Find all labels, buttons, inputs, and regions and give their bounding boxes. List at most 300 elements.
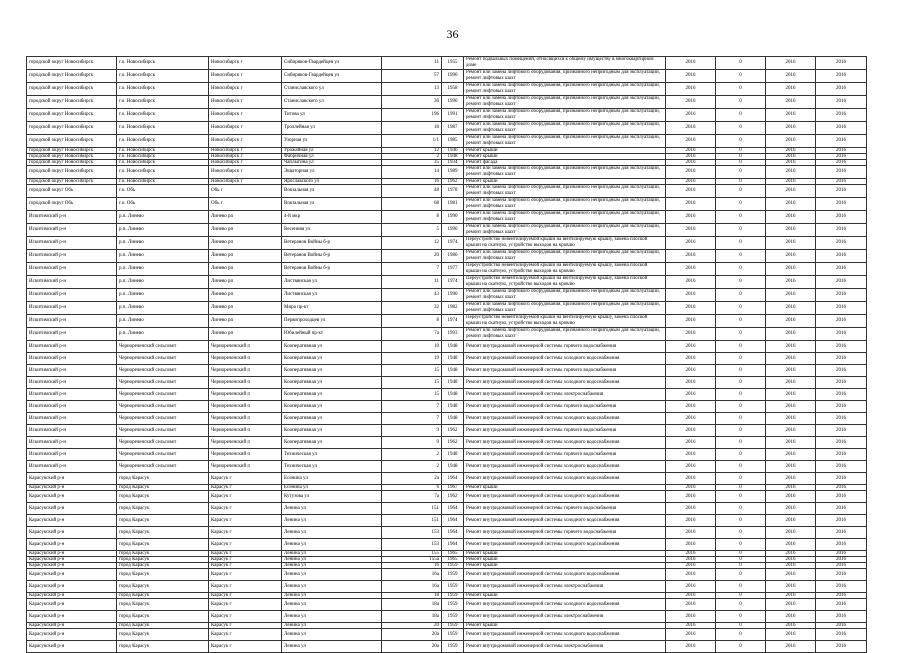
cell-build-year: 1959 <box>442 593 464 599</box>
cell-municipal-district: Карасукский р-н <box>27 569 117 581</box>
cell-house-number: 151 <box>382 515 442 527</box>
cell-cost: 0 <box>716 70 766 83</box>
cell-street: Фабричная ул <box>282 154 382 160</box>
cell-locality: Карасук г <box>209 593 282 599</box>
cell-locality: Чернореченский п <box>209 401 282 413</box>
cell-settlement: г.о. Новосибирск <box>117 166 209 179</box>
cell-start-year: 2016 <box>666 461 716 473</box>
cell-settlement: г.о. Новосибирск <box>117 148 209 154</box>
table-row <box>27 135 867 148</box>
cell-work-type: Ремонт внутридомовой инженерной системы холодного водоснабжения <box>464 437 666 449</box>
cell-start-year: 2016 <box>666 377 716 389</box>
cell-build-year: 1948 <box>442 154 464 160</box>
table-row <box>27 491 867 503</box>
cell-plan-year: 2016 <box>766 315 816 328</box>
cell-street: Кооперативная ул <box>282 341 382 353</box>
cell-plan-year: 2016 <box>766 503 816 515</box>
cell-build-year: 1987 <box>442 122 464 135</box>
cell-work-type: Ремонт фасада <box>464 160 666 166</box>
cell-work-type: Ремонт или замена лифтового оборудования, признанного непригодным для эксплуатации, ремонт лифтовых шахт <box>464 185 666 198</box>
cell-locality: Новосибирск г <box>209 154 282 160</box>
cell-house-number: 12 <box>382 148 442 154</box>
cell-cost: 0 <box>716 437 766 449</box>
cell-work-type: Ремонт внутридомовой инженерной системы холодного водоснабжения <box>464 629 666 641</box>
cell-street: Кооперативная ул <box>282 353 382 365</box>
cell-end-year: 2016 <box>816 611 867 623</box>
cell-locality: Чернореченский п <box>209 365 282 377</box>
cell-plan-year: 2016 <box>766 276 816 289</box>
cell-settlement: г.о. Новосибирск <box>117 160 209 166</box>
cell-start-year: 2016 <box>666 289 716 302</box>
cell-work-type: Переустройство невентилируемой крыши на вентилируемую крышу, замена плоской крыши на скатную, устройство выходов на кровлю <box>464 276 666 289</box>
cell-locality: Новосибирск г <box>209 148 282 154</box>
cell-plan-year: 2016 <box>766 473 816 485</box>
table-row <box>27 328 867 341</box>
cell-municipal-district: Карасукский р-н <box>27 503 117 515</box>
cell-start-year: 2016 <box>666 237 716 250</box>
cell-municipal-district: Искитимский р-н <box>27 401 117 413</box>
cell-start-year: 2016 <box>666 250 716 263</box>
cell-build-year: 1964 <box>442 503 464 515</box>
cell-street: Ленина ул <box>282 539 382 551</box>
cell-build-year: 1948 <box>442 353 464 365</box>
cell-house-number: 15 <box>382 389 442 401</box>
cell-locality: Линево рп <box>209 328 282 341</box>
cell-cost: 0 <box>716 365 766 377</box>
cell-start-year: 2016 <box>666 109 716 122</box>
cell-house-number: 153 <box>382 527 442 539</box>
cell-locality: Карасук г <box>209 623 282 629</box>
cell-work-type: Переустройство невентилируемой крыши на вентилируемую крышу, замена плоской крыши на скатную, устройство выходов на кровлю <box>464 315 666 328</box>
cell-house-number: 35 <box>382 160 442 166</box>
cell-start-year: 2016 <box>666 198 716 211</box>
cell-municipal-district: Искитимский р-н <box>27 377 117 389</box>
table-row <box>27 109 867 122</box>
table-row <box>27 539 867 551</box>
cell-build-year: 1974 <box>442 315 464 328</box>
cell-build-year: 1959 <box>442 569 464 581</box>
cell-start-year: 2016 <box>666 154 716 160</box>
table-row <box>27 389 867 401</box>
cell-cost: 0 <box>716 122 766 135</box>
cell-build-year: 1980 <box>442 250 464 263</box>
table-row <box>27 425 867 437</box>
cell-cost: 0 <box>716 593 766 599</box>
cell-start-year: 2016 <box>666 57 716 70</box>
cell-settlement: р.п. Линево <box>117 263 209 276</box>
cell-municipal-district: Искитимский р-н <box>27 250 117 263</box>
cell-start-year: 2016 <box>666 599 716 611</box>
cell-start-year: 2016 <box>666 179 716 185</box>
cell-cost: 0 <box>716 224 766 237</box>
cell-street: Кооперативная ул <box>282 401 382 413</box>
cell-build-year: 1959 <box>442 599 464 611</box>
cell-end-year: 2016 <box>816 377 867 389</box>
table-row <box>27 70 867 83</box>
cell-work-type: Ремонт внутридомовой инженерной системы холодного водоснабжения <box>464 461 666 473</box>
cell-municipal-district: Искитимский р-н <box>27 353 117 365</box>
cell-settlement: город Карасук <box>117 593 209 599</box>
cell-street: Титова ул <box>282 109 382 122</box>
cell-settlement: г.о. Новосибирск <box>117 83 209 96</box>
cell-end-year: 2016 <box>816 211 867 224</box>
cell-house-number: 7 <box>382 401 442 413</box>
cell-work-type: Ремонт или замена лифтового оборудования, признанного непригодным для эксплуатации, ремонт лифтовых шахт <box>464 289 666 302</box>
cell-house-number: 18 <box>382 122 442 135</box>
cell-end-year: 2016 <box>816 148 867 154</box>
cell-cost: 0 <box>716 198 766 211</box>
cell-build-year: 1989 <box>442 166 464 179</box>
table-row <box>27 122 867 135</box>
cell-street: Листвянская ул <box>282 289 382 302</box>
cell-municipal-district: Искитимский р-н <box>27 328 117 341</box>
cell-house-number: 32 <box>382 302 442 315</box>
cell-work-type: Ремонт крыши <box>464 148 666 154</box>
cell-municipal-district: городской округ Новосибирск <box>27 70 117 83</box>
cell-end-year: 2016 <box>816 401 867 413</box>
cell-start-year: 2016 <box>666 401 716 413</box>
cell-cost: 0 <box>716 581 766 593</box>
cell-locality: Новосибирск г <box>209 135 282 148</box>
cell-cost: 0 <box>716 551 766 557</box>
cell-work-type: Ремонт крыши <box>464 154 666 160</box>
cell-house-number: 19 <box>382 353 442 365</box>
cell-start-year: 2016 <box>666 491 716 503</box>
table-row <box>27 401 867 413</box>
cell-cost: 0 <box>716 185 766 198</box>
cell-plan-year: 2016 <box>766 413 816 425</box>
cell-locality: Карасук г <box>209 581 282 593</box>
cell-municipal-district: Искитимский р-н <box>27 237 117 250</box>
cell-build-year: 1964 <box>442 527 464 539</box>
cell-plan-year: 2016 <box>766 599 816 611</box>
cell-locality: Карасук г <box>209 503 282 515</box>
cell-municipal-district: Искитимский р-н <box>27 449 117 461</box>
cell-locality: Обь г <box>209 185 282 198</box>
cell-municipal-district: Карасукский р-н <box>27 581 117 593</box>
cell-settlement: город Карасук <box>117 629 209 641</box>
cell-house-number: 18а <box>382 599 442 611</box>
cell-plan-year: 2016 <box>766 593 816 599</box>
cell-cost: 0 <box>716 527 766 539</box>
cell-settlement: Чернореченский сельсовет <box>117 377 209 389</box>
table-row <box>27 289 867 302</box>
cell-house-number: 16а <box>382 569 442 581</box>
table-row <box>27 341 867 353</box>
cell-house-number: 18а <box>382 611 442 623</box>
table-row <box>27 276 867 289</box>
cell-work-type: Ремонт или замена лифтового оборудования, признанного непригодным для эксплуатации, ремонт лифтовых шахт <box>464 198 666 211</box>
cell-settlement: город Карасук <box>117 551 209 557</box>
cell-settlement: город Карасук <box>117 473 209 485</box>
cell-plan-year: 2016 <box>766 557 816 563</box>
cell-cost: 0 <box>716 109 766 122</box>
cell-plan-year: 2016 <box>766 341 816 353</box>
cell-start-year: 2016 <box>666 365 716 377</box>
cell-cost: 0 <box>716 425 766 437</box>
cell-build-year: 1948 <box>442 401 464 413</box>
cell-work-type: Ремонт подвальных помещений, относящихся к общему имуществу в многоквартирном доме <box>464 57 666 70</box>
cell-cost: 0 <box>716 328 766 341</box>
cell-build-year: 1948 <box>442 389 464 401</box>
cell-plan-year: 2016 <box>766 437 816 449</box>
cell-settlement: г.о. Новосибирск <box>117 122 209 135</box>
cell-house-number: 20 <box>382 250 442 263</box>
cell-plan-year: 2016 <box>766 96 816 109</box>
cell-settlement: город Карасук <box>117 623 209 629</box>
cell-work-type: Ремонт или замена лифтового оборудования, признанного непригодным для эксплуатации, ремонт лифтовых шахт <box>464 302 666 315</box>
cell-cost: 0 <box>716 57 766 70</box>
cell-build-year: 1959 <box>442 641 464 653</box>
cell-municipal-district: городской округ Обь <box>27 185 117 198</box>
cell-work-type: Ремонт или замена лифтового оборудования, признанного непригодным для эксплуатации, ремонт лифтовых шахт <box>464 135 666 148</box>
cell-start-year: 2016 <box>666 623 716 629</box>
table-row <box>27 224 867 237</box>
cell-locality: Карасук г <box>209 557 282 563</box>
cell-start-year: 2016 <box>666 539 716 551</box>
cell-settlement: г.о. Новосибирск <box>117 70 209 83</box>
cell-build-year: 1946 <box>442 148 464 154</box>
cell-house-number: 8 <box>382 211 442 224</box>
cell-cost: 0 <box>716 491 766 503</box>
cell-settlement: город Карасук <box>117 563 209 569</box>
cell-locality: Карасук г <box>209 527 282 539</box>
cell-end-year: 2016 <box>816 109 867 122</box>
cell-municipal-district: Искитимский р-н <box>27 315 117 328</box>
cell-end-year: 2016 <box>816 185 867 198</box>
cell-build-year: 1948 <box>442 413 464 425</box>
cell-end-year: 2016 <box>816 365 867 377</box>
cell-locality: Линево рп <box>209 276 282 289</box>
table-row <box>27 198 867 211</box>
cell-build-year: 1974 <box>442 237 464 250</box>
cell-end-year: 2016 <box>816 473 867 485</box>
cell-municipal-district: Карасукский р-н <box>27 623 117 629</box>
cell-cost: 0 <box>716 211 766 224</box>
cell-cost: 0 <box>716 276 766 289</box>
cell-work-type: Ремонт крыши <box>464 179 666 185</box>
cell-build-year: 1965 <box>442 551 464 557</box>
cell-house-number: 196 <box>382 109 442 122</box>
cell-start-year: 2016 <box>666 263 716 276</box>
cell-locality: Карасук г <box>209 611 282 623</box>
cell-work-type: Переустройство невентилируемой крыши на вентилируемую крышу, замена плоской крыши на скатную, устройство выходов на кровлю <box>464 263 666 276</box>
cell-plan-year: 2016 <box>766 122 816 135</box>
table-row <box>27 437 867 449</box>
cell-street: Ленина ул <box>282 527 382 539</box>
cell-street: Вокзальная ул <box>282 198 382 211</box>
cell-plan-year: 2016 <box>766 328 816 341</box>
cell-street: 4-й мкр <box>282 211 382 224</box>
cell-settlement: г.о. Новосибирск <box>117 57 209 70</box>
cell-work-type: Ремонт внутридомовой инженерной системы холодного водоснабжения <box>464 413 666 425</box>
cell-municipal-district: Карасукский р-н <box>27 593 117 599</box>
cell-municipal-district: Карасукский р-н <box>27 599 117 611</box>
cell-street: Техническая ул <box>282 449 382 461</box>
cell-cost: 0 <box>716 166 766 179</box>
cell-settlement: р.п. Линево <box>117 224 209 237</box>
cell-work-type: Ремонт внутридомовой инженерной системы горячего водоснабжения <box>464 449 666 461</box>
cell-work-type: Ремонт внутридомовой инженерной системы холодного водоснабжения <box>464 515 666 527</box>
cell-cost: 0 <box>716 83 766 96</box>
cell-plan-year: 2016 <box>766 154 816 160</box>
cell-plan-year: 2016 <box>766 641 816 653</box>
cell-cost: 0 <box>716 179 766 185</box>
table-row <box>27 413 867 425</box>
cell-house-number: 16 <box>382 179 442 185</box>
cell-end-year: 2016 <box>816 599 867 611</box>
cell-house-number: 57 <box>382 70 442 83</box>
cell-start-year: 2016 <box>666 641 716 653</box>
cell-plan-year: 2016 <box>766 237 816 250</box>
cell-start-year: 2016 <box>666 437 716 449</box>
cell-plan-year: 2016 <box>766 109 816 122</box>
cell-end-year: 2016 <box>816 166 867 179</box>
cell-settlement: Чернореченский сельсовет <box>117 365 209 377</box>
cell-build-year: 1964 <box>442 515 464 527</box>
cell-settlement: р.п. Линево <box>117 276 209 289</box>
table-row <box>27 629 867 641</box>
cell-locality: Чернореченский п <box>209 353 282 365</box>
cell-plan-year: 2016 <box>766 263 816 276</box>
cell-plan-year: 2016 <box>766 563 816 569</box>
cell-plan-year: 2016 <box>766 135 816 148</box>
cell-work-type: Ремонт внутридомовой инженерной системы горячего водоснабжения <box>464 365 666 377</box>
cell-plan-year: 2016 <box>766 353 816 365</box>
cell-street: Ленина ул <box>282 515 382 527</box>
cell-plan-year: 2016 <box>766 449 816 461</box>
cell-start-year: 2016 <box>666 527 716 539</box>
cell-municipal-district: Искитимский р-н <box>27 425 117 437</box>
cell-cost: 0 <box>716 154 766 160</box>
cell-locality: Карасук г <box>209 491 282 503</box>
cell-house-number: 155а <box>382 557 442 563</box>
cell-cost: 0 <box>716 611 766 623</box>
cell-house-number: 18 <box>382 593 442 599</box>
cell-build-year: 1948 <box>442 377 464 389</box>
cell-house-number: 68 <box>382 198 442 211</box>
cell-municipal-district: городской округ Новосибирск <box>27 166 117 179</box>
cell-build-year: 1959 <box>442 629 464 641</box>
cell-cost: 0 <box>716 237 766 250</box>
cell-build-year: 1993 <box>442 328 464 341</box>
cell-house-number: 20а <box>382 629 442 641</box>
cell-build-year: 1981 <box>442 198 464 211</box>
cell-street: Ленина ул <box>282 641 382 653</box>
cell-house-number: 10 <box>382 341 442 353</box>
cell-house-number: 36 <box>382 96 442 109</box>
cell-cost: 0 <box>716 353 766 365</box>
cell-settlement: Чернореченский сельсовет <box>117 449 209 461</box>
cell-cost: 0 <box>716 641 766 653</box>
cell-start-year: 2016 <box>666 389 716 401</box>
cell-settlement: Чернореченский сельсовет <box>117 437 209 449</box>
cell-build-year: 1964 <box>442 539 464 551</box>
cell-house-number: 48 <box>382 185 442 198</box>
cell-municipal-district: Карасукский р-н <box>27 557 117 563</box>
cell-street: Урожайная ул <box>282 148 382 154</box>
cell-municipal-district: городской округ Новосибирск <box>27 122 117 135</box>
cell-municipal-district: Искитимский р-н <box>27 365 117 377</box>
cell-plan-year: 2016 <box>766 148 816 154</box>
cell-work-type: Ремонт или замена лифтового оборудования, признанного непригодным для эксплуатации, ремонт лифтовых шахт <box>464 96 666 109</box>
cell-start-year: 2016 <box>666 160 716 166</box>
cell-street: Ленина ул <box>282 563 382 569</box>
cell-house-number: 11 <box>382 276 442 289</box>
cell-municipal-district: Карасукский р-н <box>27 527 117 539</box>
cell-work-type: Ремонт или замена лифтового оборудования, признанного непригодным для эксплуатации, ремонт лифтовых шахт <box>464 166 666 179</box>
cell-end-year: 2016 <box>816 557 867 563</box>
cell-settlement: город Карасук <box>117 557 209 563</box>
table-row <box>27 599 867 611</box>
cell-start-year: 2016 <box>666 83 716 96</box>
cell-street: Кооперативная ул <box>282 389 382 401</box>
cell-cost: 0 <box>716 413 766 425</box>
cell-street: Кооперативная ул <box>282 425 382 437</box>
cell-street: Ветеранов Войны б-р <box>282 250 382 263</box>
cell-cost: 0 <box>716 569 766 581</box>
cell-cost: 0 <box>716 449 766 461</box>
cell-locality: Линево рп <box>209 237 282 250</box>
cell-work-type: Ремонт внутридомовой инженерной системы холодного водоснабжения <box>464 377 666 389</box>
cell-cost: 0 <box>716 539 766 551</box>
cell-cost: 0 <box>716 341 766 353</box>
cell-build-year: 1967 <box>442 485 464 491</box>
cell-street: Узорная ул <box>282 135 382 148</box>
cell-street: Ленина ул <box>282 593 382 599</box>
cell-start-year: 2016 <box>666 211 716 224</box>
cell-build-year: 1990 <box>442 96 464 109</box>
table-row <box>27 96 867 109</box>
cell-settlement: город Карасук <box>117 527 209 539</box>
table-row <box>27 515 867 527</box>
cell-locality: Линево рп <box>209 302 282 315</box>
cell-build-year: 1964 <box>442 473 464 485</box>
cell-street: Листвянская ул <box>282 276 382 289</box>
cell-cost: 0 <box>716 263 766 276</box>
cell-settlement: г.о. Новосибирск <box>117 96 209 109</box>
cell-build-year: 1962 <box>442 437 464 449</box>
cell-build-year: 1955 <box>442 57 464 70</box>
cell-cost: 0 <box>716 377 766 389</box>
cell-start-year: 2016 <box>666 581 716 593</box>
cell-locality: Карасук г <box>209 539 282 551</box>
table-row <box>27 527 867 539</box>
cell-settlement: р.п. Линево <box>117 302 209 315</box>
cell-locality: Чернореченский п <box>209 413 282 425</box>
table-row <box>27 57 867 70</box>
cell-house-number: 2 <box>382 449 442 461</box>
cell-locality: Линево рп <box>209 211 282 224</box>
cell-build-year: 1965 <box>442 557 464 563</box>
cell-end-year: 2016 <box>816 315 867 328</box>
cell-build-year: 1934 <box>442 160 464 166</box>
cell-street: Кооперативная ул <box>282 365 382 377</box>
cell-end-year: 2016 <box>816 503 867 515</box>
cell-street: Ленина ул <box>282 599 382 611</box>
cell-settlement: г.о. Новосибирск <box>117 109 209 122</box>
cell-cost: 0 <box>716 485 766 491</box>
cell-street: Ленина ул <box>282 623 382 629</box>
cell-build-year: 1962 <box>442 425 464 437</box>
cell-house-number: 9 <box>382 437 442 449</box>
cell-cost: 0 <box>716 623 766 629</box>
cell-end-year: 2016 <box>816 641 867 653</box>
cell-locality: Чернореченский п <box>209 341 282 353</box>
cell-plan-year: 2016 <box>766 250 816 263</box>
cell-locality: Чернореченский п <box>209 437 282 449</box>
cell-work-type: Ремонт внутридомовой инженерной системы холодного водоснабжения <box>464 539 666 551</box>
